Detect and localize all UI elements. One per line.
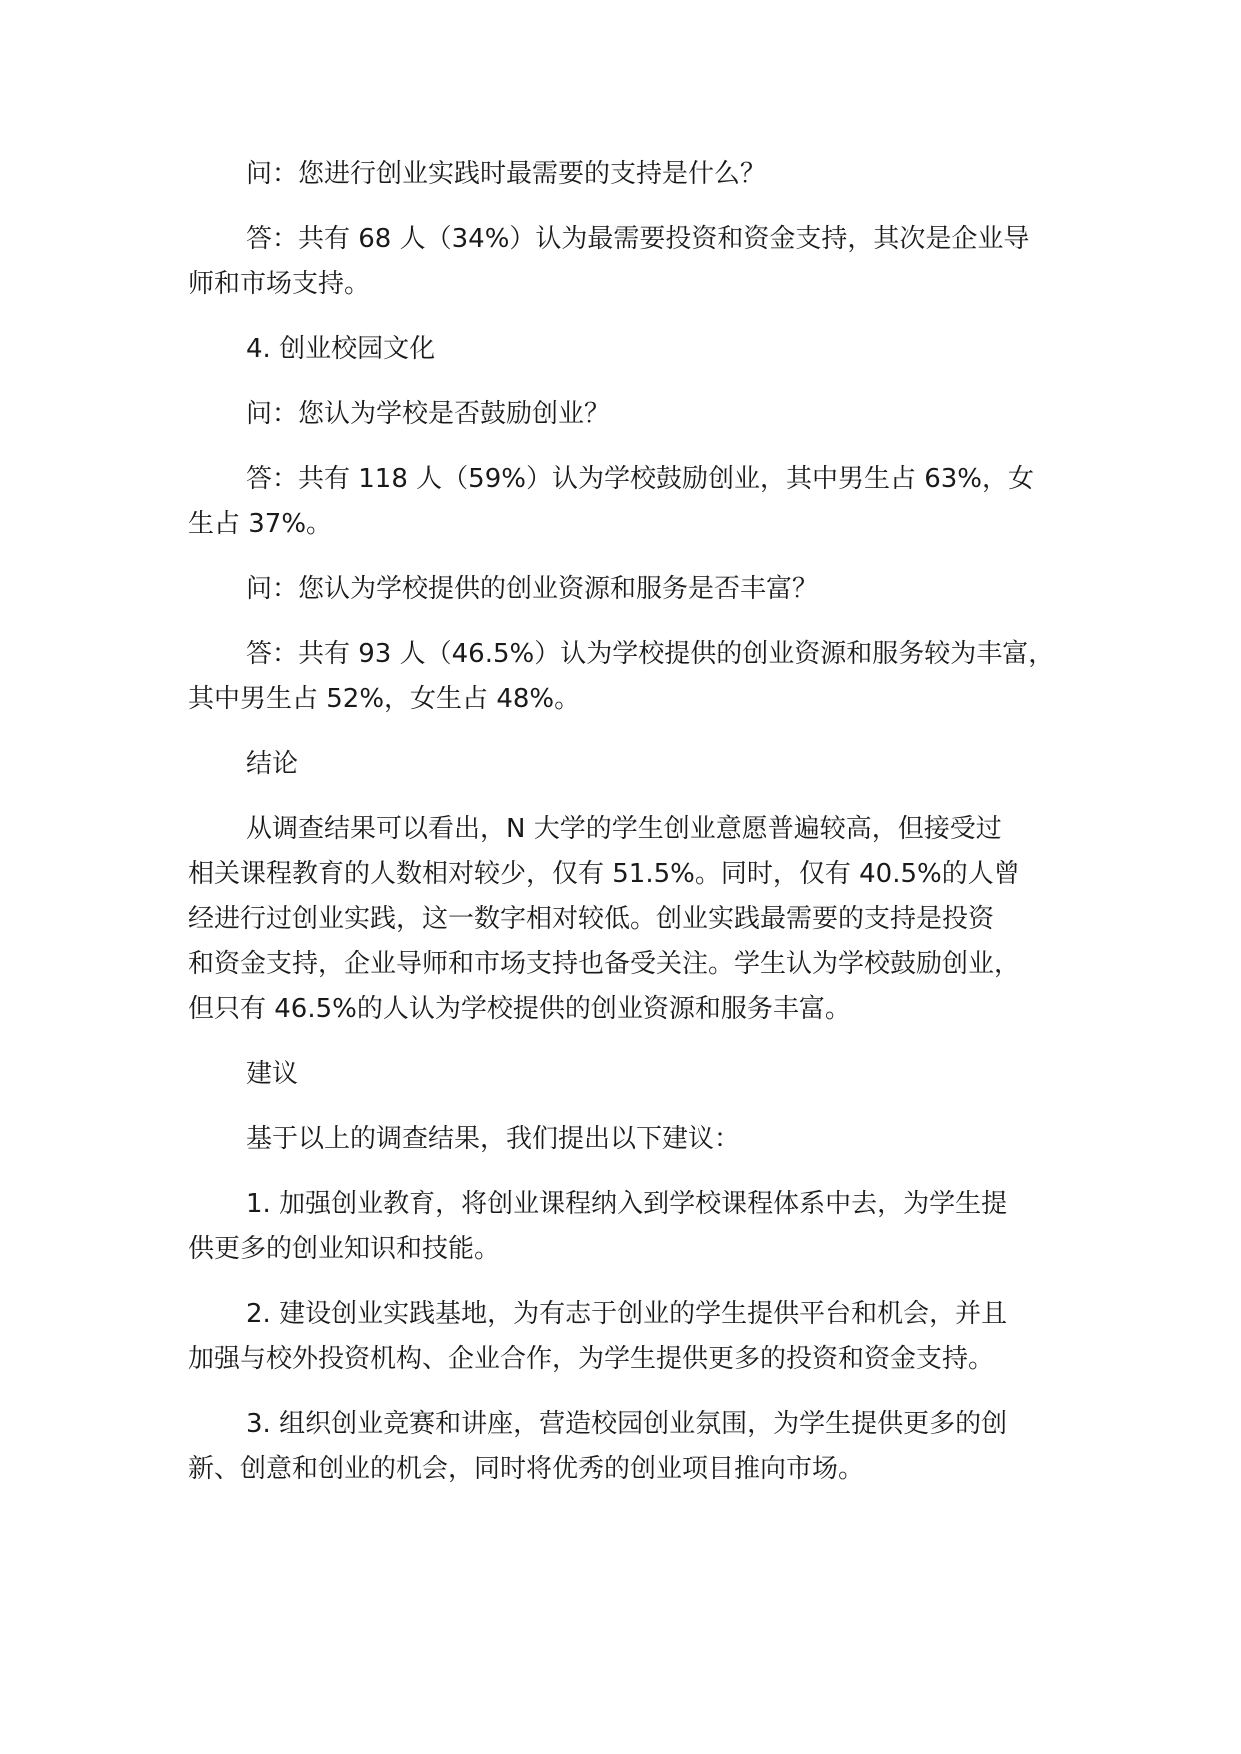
answer-paragraph — [188, 457, 1088, 547]
question-paragraph — [188, 152, 1088, 197]
answer-paragraph — [188, 632, 1088, 722]
text-line: 答：共有 68 人（34%）认为最需要投资和资金支持，其次是企业导 — [246, 224, 1030, 254]
text-line: 但只有 46.5%的人认为学校提供的创业资源和服务丰富。 — [188, 994, 851, 1024]
text-line: 建议 — [246, 1059, 299, 1089]
text-line: 新、创意和创业的机会，同时将优秀的创业项目推向市场。 — [188, 1454, 865, 1484]
text-line: 答：共有 118 人（59%）认为学校鼓励创业，其中男生占 63%，女 — [246, 464, 1034, 494]
conclusion-heading — [188, 742, 1088, 787]
text-line: 基于以上的调查结果，我们提出以下建议： — [246, 1124, 741, 1154]
text-line: 生占 37%。 — [188, 509, 333, 539]
text-line: 师和市场支持。 — [188, 269, 371, 299]
text-line: 从调查结果可以看出，N 大学的学生创业意愿普遍较高，但接受过 — [246, 814, 1002, 844]
suggestion-intro — [188, 1117, 1088, 1162]
text-line: 问：您认为学校是否鼓励创业？ — [246, 399, 611, 429]
suggestion-item — [188, 1292, 1088, 1382]
document-body — [188, 152, 1088, 1512]
suggestion-heading — [188, 1052, 1088, 1097]
text-line: 3. 组织创业竞赛和讲座，营造校园创业氛围，为学生提供更多的创 — [246, 1409, 1008, 1439]
text-line: 问：您认为学校提供的创业资源和服务是否丰富？ — [246, 574, 819, 604]
suggestion-item — [188, 1182, 1088, 1272]
text-line: 1. 加强创业教育，将创业课程纳入到学校课程体系中去，为学生提 — [246, 1189, 1008, 1219]
suggestion-item — [188, 1402, 1088, 1492]
conclusion-paragraph — [188, 807, 1088, 1032]
text-line: 加强与校外投资机构、企业合作，为学生提供更多的投资和资金支持。 — [188, 1344, 995, 1374]
text-line: 4. 创业校园文化 — [246, 334, 436, 364]
section-heading — [188, 327, 1088, 372]
answer-paragraph — [188, 217, 1088, 307]
question-paragraph — [188, 567, 1088, 612]
text-line: 结论 — [246, 749, 299, 779]
text-line: 供更多的创业知识和技能。 — [188, 1234, 501, 1264]
text-line: 其中男生占 52%，女生占 48%。 — [188, 684, 581, 714]
text-line: 问：您进行创业实践时最需要的支持是什么？ — [246, 159, 767, 189]
text-line: 答：共有 93 人（46.5%）认为学校提供的创业资源和服务较为丰富， — [246, 639, 1055, 669]
text-line: 经进行过创业实践，这一数字相对较低。创业实践最需要的支持是投资 — [188, 904, 995, 934]
question-paragraph — [188, 392, 1088, 437]
text-line: 相关课程教育的人数相对较少，仅有 51.5%。同时，仅有 40.5%的人曾 — [188, 859, 1020, 889]
text-line: 2. 建设创业实践基地，为有志于创业的学生提供平台和机会，并且 — [246, 1299, 1008, 1329]
text-line: 和资金支持，企业导师和市场支持也备受关注。学生认为学校鼓励创业， — [188, 949, 1021, 979]
